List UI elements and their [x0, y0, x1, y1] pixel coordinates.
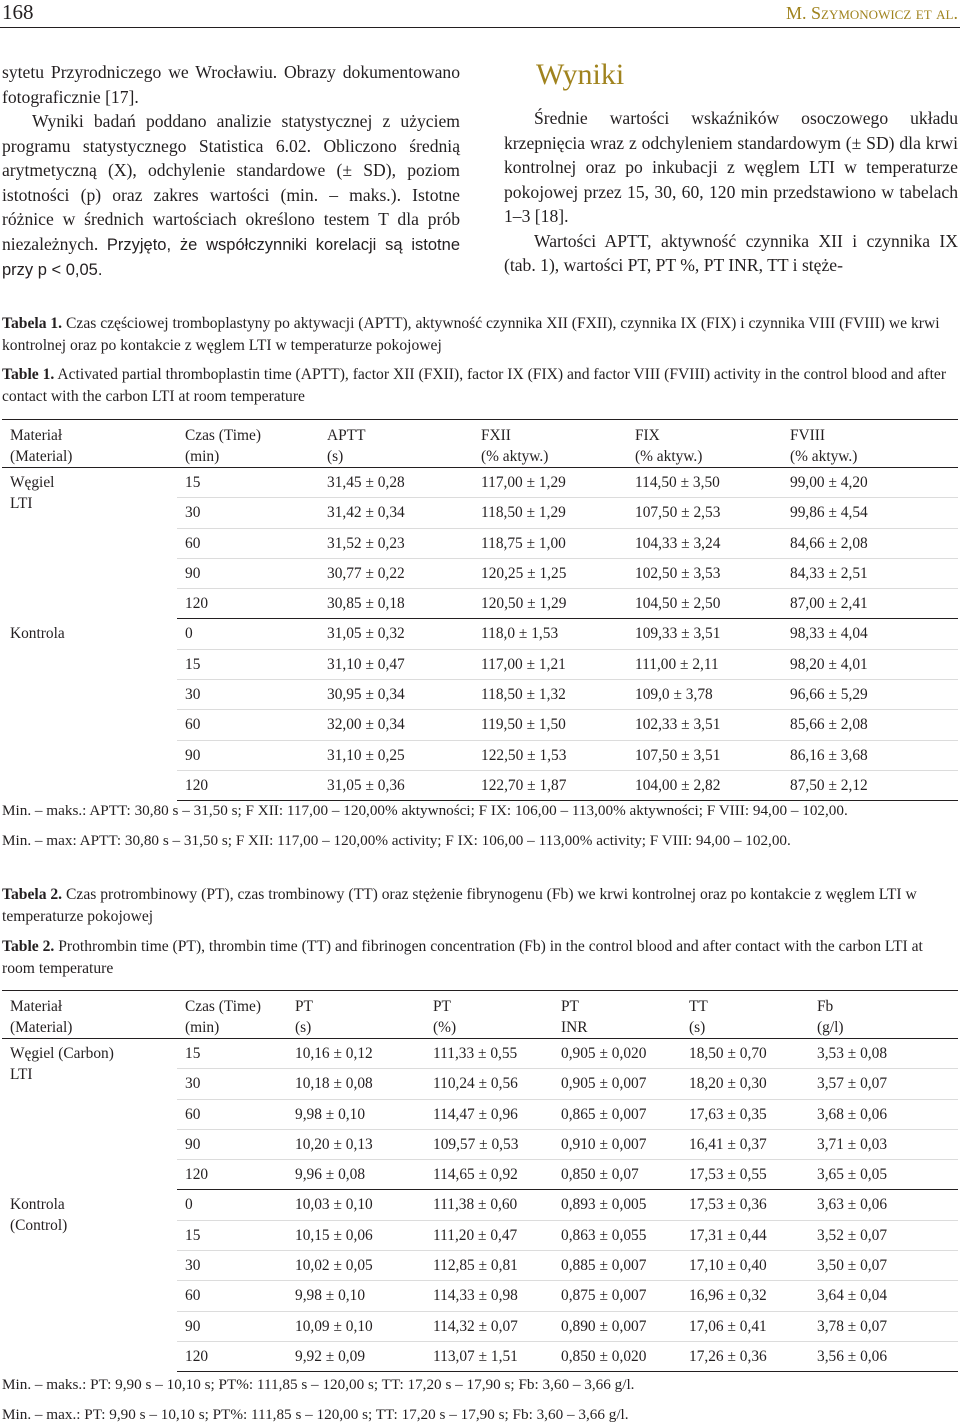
value-cell: 117,00 ± 1,21 [473, 649, 627, 679]
time-cell: 90 [177, 740, 319, 770]
table-row [2, 1190, 958, 1220]
value-cell: 16,96 ± 0,32 [681, 1281, 809, 1311]
value-cell: 3,78 ± 0,07 [809, 1311, 958, 1341]
header-row [2, 991, 958, 1039]
value-cell: 10,18 ± 0,08 [287, 1069, 425, 1099]
running-head-author: M. Szymonowicz et al. [786, 3, 958, 23]
value-cell: 3,68 ± 0,06 [809, 1099, 958, 1129]
value-cell: 30,95 ± 0,34 [319, 680, 473, 710]
value-cell: 10,03 ± 0,10 [287, 1190, 425, 1220]
column-header [287, 991, 425, 1039]
caption-text: Czas protrombinowy (PT), czas trombinowy (TT) oraz stężenie fibrynogenu (Fb) we krwi kontrolnej oraz po kontakcie z węglem LTI w temperaturze pokojowej [2, 886, 917, 925]
column-header [425, 991, 553, 1039]
time-cell: 60 [177, 1099, 287, 1129]
value-cell: 118,0 ± 1,53 [473, 619, 627, 649]
column-header-line: (% aktyw.) [481, 448, 549, 465]
column-header-line: (% aktyw.) [635, 448, 703, 465]
time-cell: 30 [177, 1251, 287, 1281]
value-cell: 17,63 ± 0,35 [681, 1099, 809, 1129]
column-header [553, 991, 681, 1039]
time-cell: 15 [177, 468, 319, 498]
time-cell: 0 [177, 619, 319, 649]
value-cell: 18,20 ± 0,30 [681, 1069, 809, 1099]
time-cell: 60 [177, 710, 319, 740]
material-cell [2, 619, 177, 801]
value-cell: 30,77 ± 0,22 [319, 558, 473, 588]
value-cell: 114,32 ± 0,07 [425, 1311, 553, 1341]
value-cell: 122,50 ± 1,53 [473, 740, 627, 770]
table1-note-pl: Min. – maks.: APTT: 30,80 s – 31,50 s; F XII: 117,00 – 120,00% aktywności; F IX: 106,00 – 113,00% aktywności; F VIII: 94,00 – 102,00. [2, 802, 848, 819]
value-cell: 109,0 ± 3,78 [627, 680, 782, 710]
value-cell: 10,02 ± 0,05 [287, 1251, 425, 1281]
column-header [809, 991, 958, 1039]
table-row [2, 619, 958, 649]
value-cell: 10,16 ± 0,12 [287, 1039, 425, 1069]
time-cell: 120 [177, 589, 319, 619]
value-cell: 10,09 ± 0,10 [287, 1311, 425, 1341]
paragraph-text: Wyniki badań poddano analizie statystycznej z użyciem programu statystycznego Statistica 6.02. Obliczono średnią arytmetyczną (X), odchylenie standardowe (± SD), poziom istotności (p) oraz zakres wartości (min. – maks.). Istotne różnice w średnich wartościach określono testem T dla prób niezależnych. [2, 111, 460, 254]
caption-text: Czas częściowej tromboplastyny po aktywacji (APTT), aktywność czynnika XII (FXII), czynnika IX (FIX) i czynnika VIII (FVIII) we krwi kontrolnej oraz po kontakcie z węglem LTI w temperaturze pokojowej [2, 315, 940, 354]
value-cell: 31,52 ± 0,23 [319, 528, 473, 558]
caption-text: Activated partial thromboplastin time (APTT), factor XII (FXII), factor IX (FIX) and factor VIII (FVIII) activity in the control blood and after contact with the carbon LTI at room temperature [2, 366, 947, 405]
value-cell: 113,07 ± 1,51 [425, 1341, 553, 1371]
table1-note-en: Min. – max: APTT: 30,80 s – 31,50 s; F XII: 117,00 – 120,00% activity; F IX: 106,00 – 113,00% activity; F VIII: 94,00 – 102,00. [2, 832, 791, 849]
value-cell: 84,66 ± 2,08 [782, 528, 958, 558]
value-cell: 3,52 ± 0,07 [809, 1220, 958, 1250]
value-cell: 3,71 ± 0,03 [809, 1129, 958, 1159]
table2-header [2, 991, 958, 1039]
material-label: LTI [10, 1066, 33, 1083]
value-cell: 85,66 ± 2,08 [782, 710, 958, 740]
value-cell: 0,893 ± 0,005 [553, 1190, 681, 1220]
value-cell: 3,64 ± 0,04 [809, 1281, 958, 1311]
value-cell: 17,26 ± 0,36 [681, 1341, 809, 1371]
column-header-line: (s) [327, 448, 344, 465]
paragraph: Wartości APTT, aktywność czynnika XII i czynnika IX (tab. 1), wartości PT, PT %, PT INR, TT i stęże- [504, 230, 958, 275]
time-cell: 15 [177, 649, 319, 679]
column-header-line: (g/l) [817, 1019, 844, 1036]
table2-note-en: Min. – max.: PT: 9,90 s – 10,10 s; PT%: 111,85 s – 120,00 s; TT: 17,20 s – 17,90 s; Fb: 3,60 – 3,66 g/l. [2, 1406, 629, 1423]
page-number: 168 [2, 0, 34, 24]
value-cell: 0,890 ± 0,007 [553, 1311, 681, 1341]
value-cell: 122,70 ± 1,87 [473, 770, 627, 800]
table1-header [2, 420, 958, 468]
time-cell: 120 [177, 770, 319, 800]
material-label: Węgiel [10, 474, 55, 491]
value-cell: 3,50 ± 0,07 [809, 1251, 958, 1281]
value-cell: 18,50 ± 0,70 [681, 1039, 809, 1069]
value-cell: 111,38 ± 0,60 [425, 1190, 553, 1220]
value-cell: 10,15 ± 0,06 [287, 1220, 425, 1250]
table1-body [2, 468, 958, 801]
time-cell: 15 [177, 1039, 287, 1069]
column-header-line: PT [433, 998, 451, 1015]
value-cell: 30,85 ± 0,18 [319, 589, 473, 619]
column-header-line: FXII [481, 427, 511, 444]
value-cell: 0,863 ± 0,055 [553, 1220, 681, 1250]
value-cell: 32,00 ± 0,34 [319, 710, 473, 740]
column-header [319, 420, 473, 468]
column-header-line: PT [295, 998, 313, 1015]
value-cell: 0,905 ± 0,007 [553, 1069, 681, 1099]
value-cell: 31,42 ± 0,34 [319, 498, 473, 528]
value-cell: 3,53 ± 0,08 [809, 1039, 958, 1069]
value-cell: 96,66 ± 5,29 [782, 680, 958, 710]
value-cell: 114,33 ± 0,98 [425, 1281, 553, 1311]
value-cell: 9,98 ± 0,10 [287, 1281, 425, 1311]
column-header [177, 420, 319, 468]
value-cell: 16,41 ± 0,37 [681, 1129, 809, 1159]
value-cell: 111,00 ± 2,11 [627, 649, 782, 679]
value-cell: 98,33 ± 4,04 [782, 619, 958, 649]
caption-label: Tabela 2. [2, 886, 63, 903]
column-header-line: FIX [635, 427, 660, 444]
value-cell: 31,05 ± 0,32 [319, 619, 473, 649]
value-cell: 118,50 ± 1,32 [473, 680, 627, 710]
time-cell: 120 [177, 1160, 287, 1190]
value-cell: 9,96 ± 0,08 [287, 1160, 425, 1190]
column-header-line: (s) [295, 1019, 312, 1036]
material-label: (Control) [10, 1216, 68, 1234]
value-cell: 0,850 ± 0,07 [553, 1160, 681, 1190]
value-cell: 102,50 ± 3,53 [627, 558, 782, 588]
paragraph-text: Przyjęto, że współczynniki korelacji są istotne przy p < 0,05. [2, 235, 460, 279]
material-label: Węgiel (Carbon) [10, 1045, 114, 1062]
value-cell: 117,00 ± 1,29 [473, 468, 627, 498]
material-label: Kontrola [10, 624, 65, 642]
header-rule [0, 27, 960, 28]
caption-text: Prothrombin time (PT), thrombin time (TT) and fibrinogen concentration (Fb) in the control blood and after contact with the carbon LTI at room temperature [2, 938, 923, 977]
time-cell: 30 [177, 680, 319, 710]
time-cell: 30 [177, 498, 319, 528]
value-cell: 86,16 ± 3,68 [782, 740, 958, 770]
value-cell: 0,865 ± 0,007 [553, 1099, 681, 1129]
column-header-line: (% aktyw.) [790, 448, 858, 465]
value-cell: 31,10 ± 0,47 [319, 649, 473, 679]
material-cell [2, 1190, 177, 1372]
value-cell: 107,50 ± 3,51 [627, 740, 782, 770]
paragraph [2, 109, 460, 283]
paragraph: sytetu Przyrodniczego we Wrocławiu. Obrazy dokumentowano fotograficznie [17]. [2, 62, 460, 107]
column-header-line: Materiał [10, 998, 63, 1015]
table1 [2, 419, 958, 801]
value-cell: 10,20 ± 0,13 [287, 1129, 425, 1159]
value-cell: 114,47 ± 0,96 [425, 1099, 553, 1129]
table1-caption-pl [2, 313, 957, 356]
value-cell: 31,45 ± 0,28 [319, 468, 473, 498]
column-header-line: (min) [185, 448, 220, 465]
column-header [2, 420, 177, 468]
material-label: Kontrola [10, 1195, 65, 1213]
column-header [473, 420, 627, 468]
value-cell: 3,57 ± 0,07 [809, 1069, 958, 1099]
column-header-line: Czas (Time) [185, 998, 261, 1015]
value-cell: 107,50 ± 2,53 [627, 498, 782, 528]
value-cell: 9,92 ± 0,09 [287, 1341, 425, 1371]
column-header [2, 991, 177, 1039]
value-cell: 87,00 ± 2,41 [782, 589, 958, 619]
time-cell: 90 [177, 1311, 287, 1341]
time-cell: 60 [177, 1281, 287, 1311]
value-cell: 3,56 ± 0,06 [809, 1341, 958, 1371]
value-cell: 112,85 ± 0,81 [425, 1251, 553, 1281]
value-cell: 17,53 ± 0,55 [681, 1160, 809, 1190]
column-header [177, 991, 287, 1039]
table-row [2, 1039, 958, 1069]
value-cell: 9,98 ± 0,10 [287, 1099, 425, 1129]
column-header-line: (s) [689, 1019, 706, 1036]
value-cell: 120,50 ± 1,29 [473, 589, 627, 619]
value-cell: 17,10 ± 0,40 [681, 1251, 809, 1281]
value-cell: 118,50 ± 1,29 [473, 498, 627, 528]
value-cell: 119,50 ± 1,50 [473, 710, 627, 740]
caption-label: Tabela 1. [2, 315, 63, 332]
column-header-line: (%) [433, 1019, 457, 1036]
paragraph: Średnie wartości wskaźników osoczowego układu krzepnięcia wraz z odchyleniem standardowym (± SD) dla krwi kontrolnej oraz po inkubacji z węglem LTI w temperaturze pokojowej przez 15, 30, 60, 120 min przedstawiono w tabelach 1–3 [18]. [504, 108, 958, 226]
value-cell: 0,885 ± 0,007 [553, 1251, 681, 1281]
caption-label: Table 2. [2, 938, 55, 955]
time-cell: 0 [177, 1190, 287, 1220]
caption-label: Table 1. [2, 366, 55, 383]
section-title: Wyniki [536, 58, 625, 91]
value-cell: 0,850 ± 0,020 [553, 1341, 681, 1371]
value-cell: 114,65 ± 0,92 [425, 1160, 553, 1190]
column-header-line: Materiał [10, 427, 63, 444]
value-cell: 109,33 ± 3,51 [627, 619, 782, 649]
column-header-line: Czas (Time) [185, 427, 261, 444]
table2-body [2, 1039, 958, 1372]
column-header [627, 420, 782, 468]
column-header-line: FVIII [790, 427, 826, 444]
value-cell: 104,33 ± 3,24 [627, 528, 782, 558]
material-cell [2, 468, 177, 619]
header-row [2, 420, 958, 468]
value-cell: 0,910 ± 0,007 [553, 1129, 681, 1159]
value-cell: 17,06 ± 0,41 [681, 1311, 809, 1341]
value-cell: 84,33 ± 2,51 [782, 558, 958, 588]
column-header [782, 420, 958, 468]
value-cell: 118,75 ± 1,00 [473, 528, 627, 558]
value-cell: 31,05 ± 0,36 [319, 770, 473, 800]
value-cell: 3,63 ± 0,06 [809, 1190, 958, 1220]
value-cell: 99,00 ± 4,20 [782, 468, 958, 498]
value-cell: 0,875 ± 0,007 [553, 1281, 681, 1311]
time-cell: 60 [177, 528, 319, 558]
value-cell: 31,10 ± 0,25 [319, 740, 473, 770]
column-header-line: (min) [185, 1019, 220, 1036]
value-cell: 111,20 ± 0,47 [425, 1220, 553, 1250]
table2-note-pl: Min. – maks.: PT: 9,90 s – 10,10 s; PT%: 111,85 s – 120,00 s; TT: 17,20 s – 17,90 s; Fb: 3,60 – 3,66 g/l. [2, 1376, 635, 1393]
time-cell: 90 [177, 1129, 287, 1159]
value-cell: 104,50 ± 2,50 [627, 589, 782, 619]
time-cell: 30 [177, 1069, 287, 1099]
value-cell: 87,50 ± 2,12 [782, 770, 958, 800]
time-cell: 120 [177, 1341, 287, 1371]
value-cell: 110,24 ± 0,56 [425, 1069, 553, 1099]
left-column [2, 60, 460, 283]
table2-caption-en [2, 936, 957, 979]
value-cell: 102,33 ± 3,51 [627, 710, 782, 740]
value-cell: 114,50 ± 3,50 [627, 468, 782, 498]
table-row [2, 468, 958, 498]
value-cell: 104,00 ± 2,82 [627, 770, 782, 800]
column-header-line: (Material) [10, 448, 73, 465]
column-header-line: INR [561, 1019, 588, 1036]
value-cell: 120,25 ± 1,25 [473, 558, 627, 588]
time-cell: 15 [177, 1220, 287, 1250]
column-header-line: (Material) [10, 1019, 73, 1036]
column-header-line: APTT [327, 427, 366, 444]
column-header-line: Fb [817, 998, 834, 1015]
column-header-line: PT [561, 998, 579, 1015]
table2-caption-pl [2, 884, 957, 927]
value-cell: 111,33 ± 0,55 [425, 1039, 553, 1069]
time-cell: 90 [177, 558, 319, 588]
column-header [681, 991, 809, 1039]
material-cell [2, 1039, 177, 1190]
value-cell: 109,57 ± 0,53 [425, 1129, 553, 1159]
value-cell: 0,905 ± 0,020 [553, 1039, 681, 1069]
material-label: LTI [10, 495, 33, 512]
value-cell: 99,86 ± 4,54 [782, 498, 958, 528]
value-cell: 17,31 ± 0,44 [681, 1220, 809, 1250]
table1-caption-en [2, 364, 957, 407]
column-header-line: TT [689, 998, 708, 1015]
value-cell: 98,20 ± 4,01 [782, 649, 958, 679]
right-column [504, 60, 958, 278]
value-cell: 3,65 ± 0,05 [809, 1160, 958, 1190]
value-cell: 17,53 ± 0,36 [681, 1190, 809, 1220]
table2 [2, 990, 958, 1372]
